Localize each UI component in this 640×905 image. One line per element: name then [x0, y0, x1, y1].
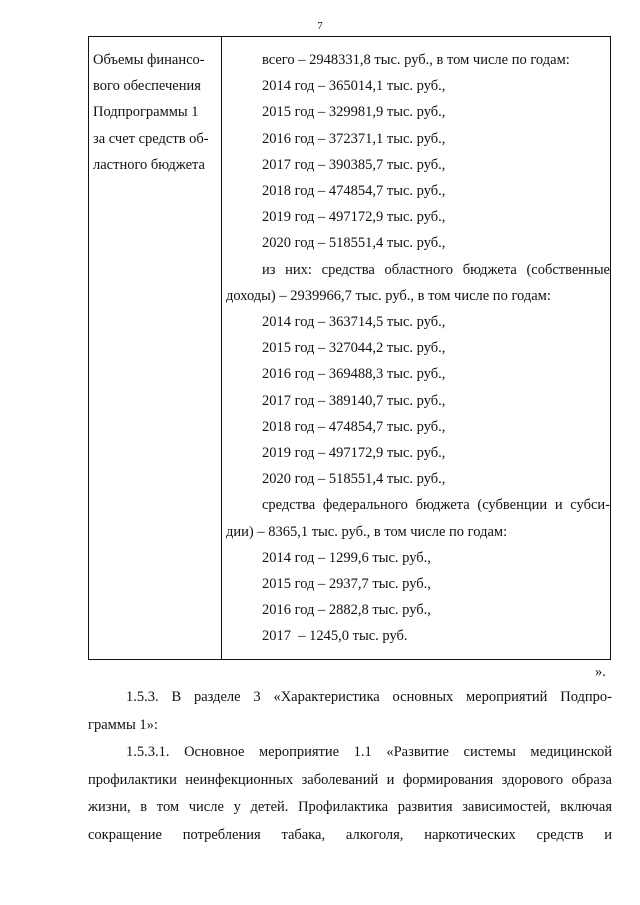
paragraph-line: сокращение потребления табака, алкоголя, наркотических средств и: [88, 826, 612, 843]
total-year-2020: 2020 год – 518551,4 тыс. руб.,: [262, 235, 446, 252]
federal-year-2016: 2016 год – 2882,8 тыс. руб.,: [262, 602, 431, 619]
label-line: вого обеспечения: [93, 78, 201, 95]
paragraph-line: [88, 684, 612, 712]
label-line: за счет средств об-: [93, 130, 209, 147]
paragraph-1-5-3: [88, 684, 612, 739]
federal-budget-heading: [222, 492, 610, 518]
page-number: 7: [317, 20, 323, 32]
label-line: ластного бюджета: [93, 156, 205, 173]
federal-year-2015: 2015 год – 2937,7 тыс. руб.,: [262, 576, 431, 593]
federal-heading-part: средства федерального бюджета: [262, 497, 470, 514]
federal-year-2014: 2014 год – 1299,6 тыс. руб.,: [262, 549, 431, 566]
regional-year-2019: 2019 год – 497172,9 тыс. руб.,: [262, 445, 446, 462]
label-line: Подпрограммы 1: [93, 104, 199, 121]
closing-quote: ».: [595, 664, 606, 680]
total-amount: всего – 2948331,8 тыс. руб., в том числе по годам:: [262, 52, 570, 68]
total-year-2017: 2017 год – 390385,7 тыс. руб.,: [262, 156, 446, 173]
paragraph-line: 1.5.3.1. Основное мероприятие 1.1 «Развитие системы медицинской: [126, 744, 612, 760]
label-line: Объемы финансо-: [93, 52, 205, 68]
section-text: В разделе 3 «Характеристика основных мероприятий Подпро-: [171, 689, 613, 705]
regional-year-2016: 2016 год – 369488,3 тыс. руб.,: [262, 366, 446, 383]
regional-heading-part: (собственные: [526, 261, 610, 278]
regional-heading-part: из них: средства областного бюджета: [262, 261, 517, 278]
federal-budget-amount: дии) – 8365,1 тыс. руб., в том числе по годам:: [226, 523, 508, 540]
federal-heading-part: (субвенции и субси-: [477, 497, 611, 514]
regional-year-2014: 2014 год – 363714,5 тыс. руб.,: [262, 314, 446, 331]
regional-budget-amount: доходы) – 2939966,7 тыс. руб., в том числе по годам:: [226, 287, 551, 304]
financing-table: [88, 36, 611, 660]
regional-budget-heading: [222, 257, 610, 283]
paragraph-line: профилактики неинфекционных заболеваний и формирования здорового образа: [88, 771, 612, 788]
total-year-2018: 2018 год – 474854,7 тыс. руб.,: [262, 183, 446, 200]
regional-year-2018: 2018 год – 474854,7 тыс. руб.,: [262, 418, 446, 435]
table-row-value: [222, 47, 610, 650]
total-year-2014: 2014 год – 365014,1 тыс. руб.,: [262, 78, 446, 95]
total-year-2015: 2015 год – 329981,9 тыс. руб.,: [262, 104, 446, 121]
paragraph-1-5-3-1: [88, 739, 612, 849]
table-row-label: [93, 47, 219, 178]
section-number: 1.5.3.: [126, 689, 159, 705]
total-year-2016: 2016 год – 372371,1 тыс. руб.,: [262, 130, 446, 147]
paragraph-line: граммы 1»:: [88, 716, 158, 733]
paragraph-line: жизни, в том числе у детей. Профилактика развития зависимостей, включая: [88, 799, 612, 815]
regional-year-2020: 2020 год – 518551,4 тыс. руб.,: [262, 471, 446, 488]
regional-year-2017: 2017 год – 389140,7 тыс. руб.,: [262, 392, 446, 409]
federal-year-2017: 2017 – 1245,0 тыс. руб.: [262, 628, 408, 645]
regional-year-2015: 2015 год – 327044,2 тыс. руб.,: [262, 340, 446, 357]
total-year-2019: 2019 год – 497172,9 тыс. руб.,: [262, 209, 446, 226]
